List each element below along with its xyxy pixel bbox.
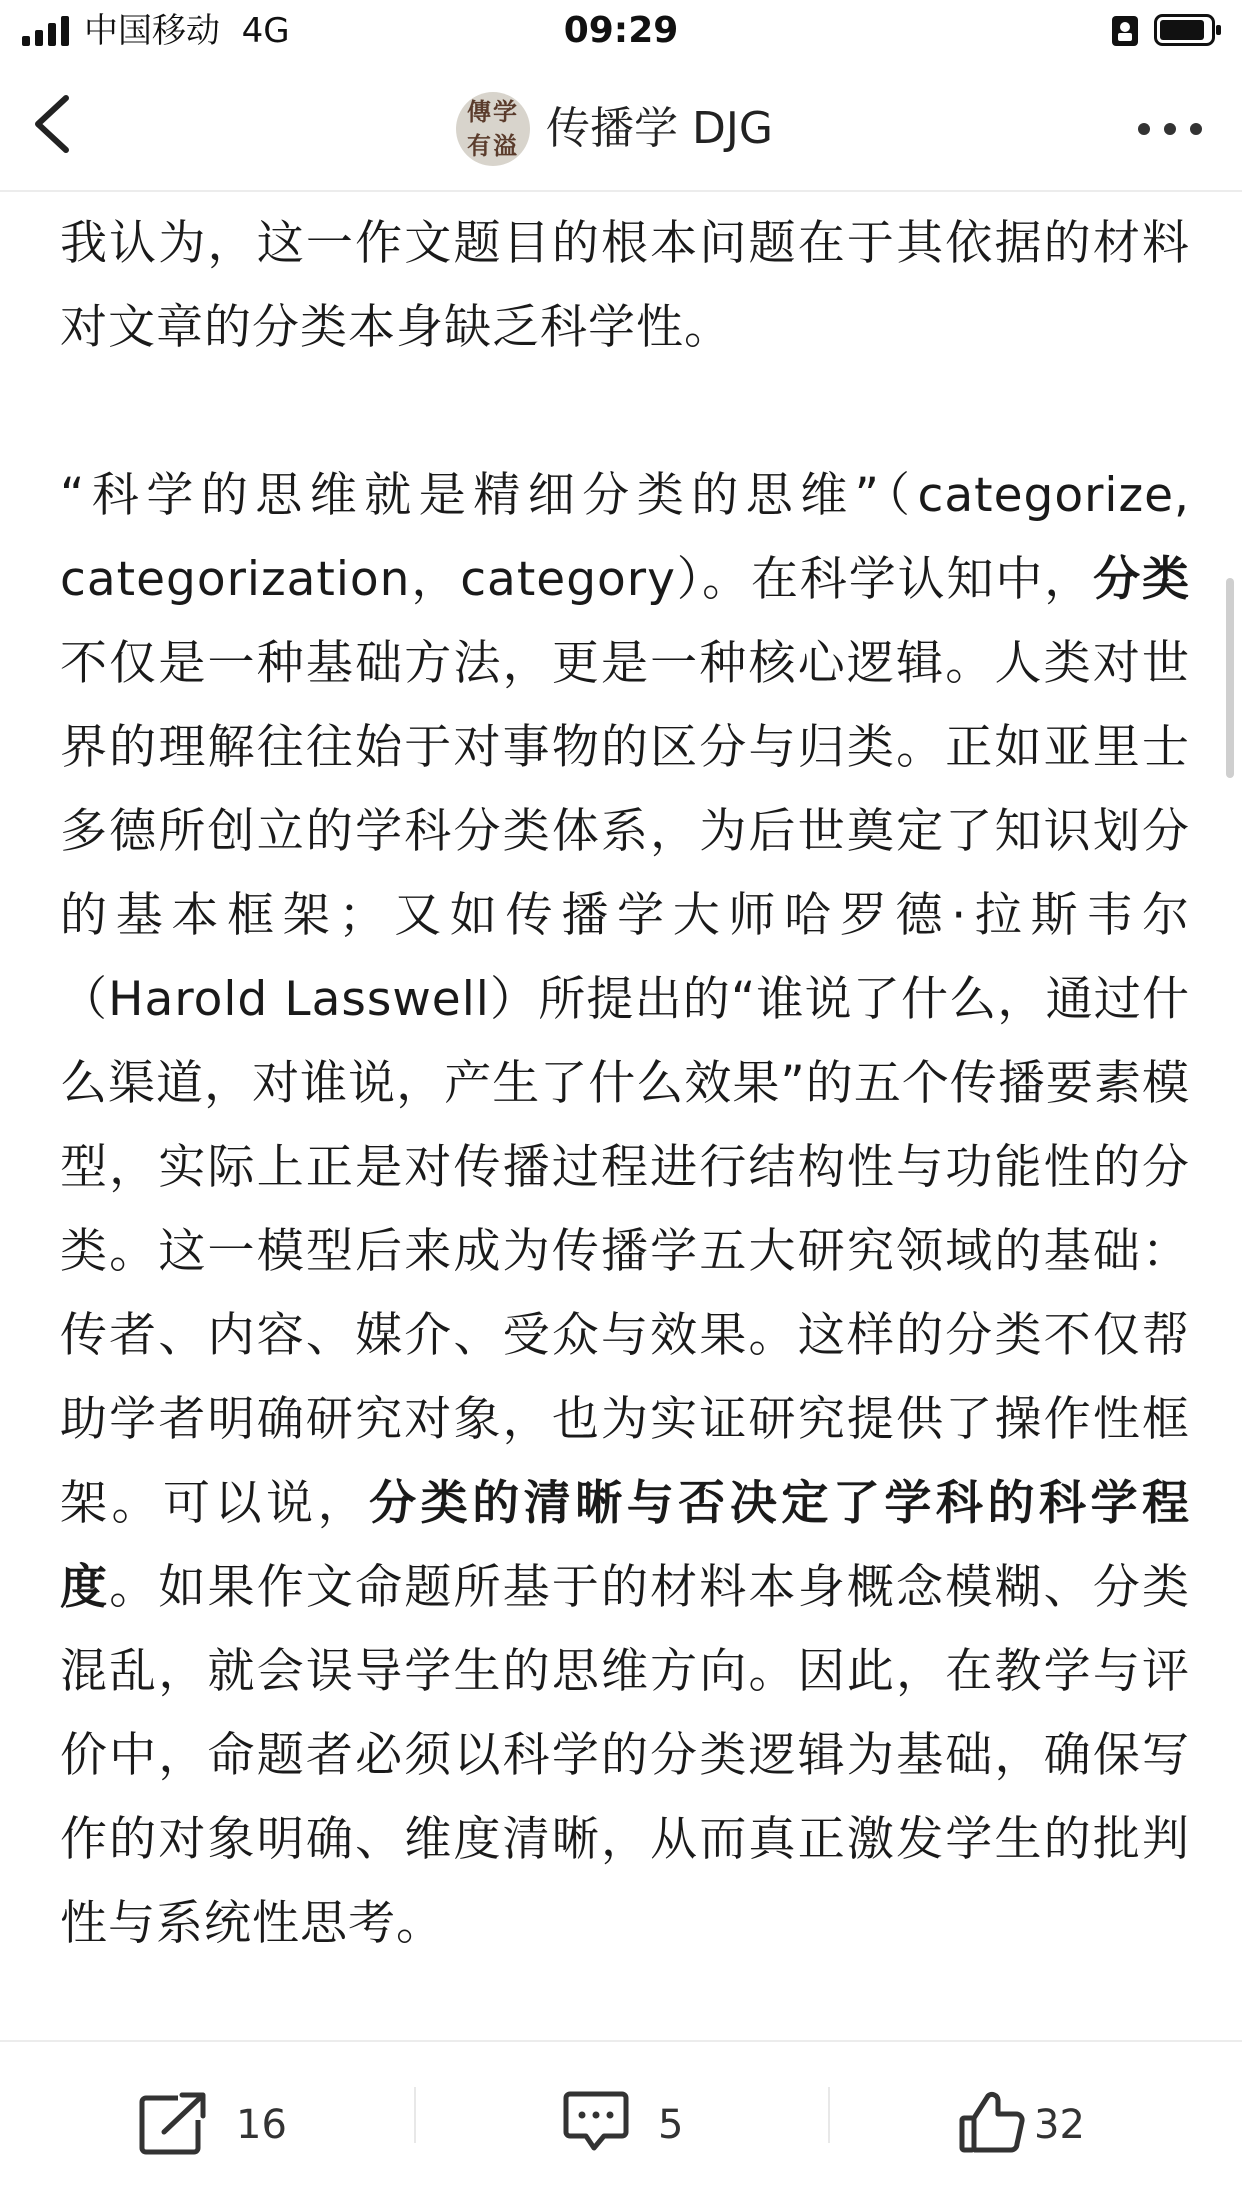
like-button[interactable] xyxy=(958,2084,1108,2164)
status-bar xyxy=(0,0,1242,62)
battery-icon xyxy=(1154,14,1222,46)
action-bar xyxy=(0,2040,1242,2208)
action-divider xyxy=(828,2087,830,2143)
article-paragraph xyxy=(60,454,1190,1966)
paragraph-text: 不仅是一种基础方法，更是一种核心逻辑。人类对世界的理解往往始于对事物的区分与归类。正如亚里士多德所创立的学科分类体系，为后世奠定了知识划分的基本框架；又如传播学大师哈罗德·拉斯韦尔（Harold Lasswell）所提出的“谁说了什么，通过什么渠道，对谁说，产生了什么效果”的五个传播要素模型，实际上正是对传播过程进行结构性与功能性的分类。这一模型后来成为传播学五大研究领域的基础：传者、内容、媒介、受众与效果。这样的分类不仅帮助学者明确研究对象，也为实证研究提供了操作性框架。可以说， xyxy=(60,636,1190,1531)
nav-bar xyxy=(0,62,1242,192)
comment-icon xyxy=(562,2090,630,2158)
action-divider xyxy=(414,2087,416,2143)
back-icon[interactable] xyxy=(30,92,74,156)
article-paragraph: 我认为，这一作文题目的根本问题在于其依据的材料对文章的分类本身缺乏科学性。 xyxy=(60,216,1190,355)
more-icon[interactable] xyxy=(1128,114,1238,144)
share-count: 16 xyxy=(236,2102,287,2148)
scrollbar[interactable] xyxy=(1226,578,1234,778)
comment-count: 5 xyxy=(658,2102,684,2148)
paragraph-gap xyxy=(60,370,1190,454)
lock-icon xyxy=(1112,16,1138,46)
account-title[interactable]: 传播学 DJG xyxy=(546,103,773,154)
carrier-name: 中国移动 xyxy=(84,11,220,51)
bold-keyword: 分类 xyxy=(1093,552,1191,607)
avatar-logo-text: 傳学有溢 xyxy=(467,97,519,160)
comment-button[interactable] xyxy=(562,2084,712,2164)
avatar[interactable] xyxy=(456,92,530,166)
article-body xyxy=(60,202,1190,1966)
like-icon xyxy=(958,2090,1028,2156)
like-count: 32 xyxy=(1034,2102,1085,2148)
share-icon xyxy=(138,2090,208,2156)
paragraph-text: 。如果作文命题所基于的材料本身概念模糊、分类混乱，就会误导学生的思维方向。因此，在教学与评价中，命题者必须以科学的分类逻辑为基础，确保写作的对象明确、维度清晰，从而真正激发学生的批判性与系统性思考。 xyxy=(60,1560,1191,1951)
share-button[interactable] xyxy=(138,2084,298,2164)
status-time: 09:29 xyxy=(563,10,679,51)
network-type: 4G xyxy=(241,11,290,51)
paragraph-text: “科学的思维就是精细分类的思维”（categorize, categorization，category）。在科学认知中， xyxy=(60,468,1190,607)
bold-statement: 分类的清晰与否决定了学科的科学程度 xyxy=(60,1476,1191,1615)
